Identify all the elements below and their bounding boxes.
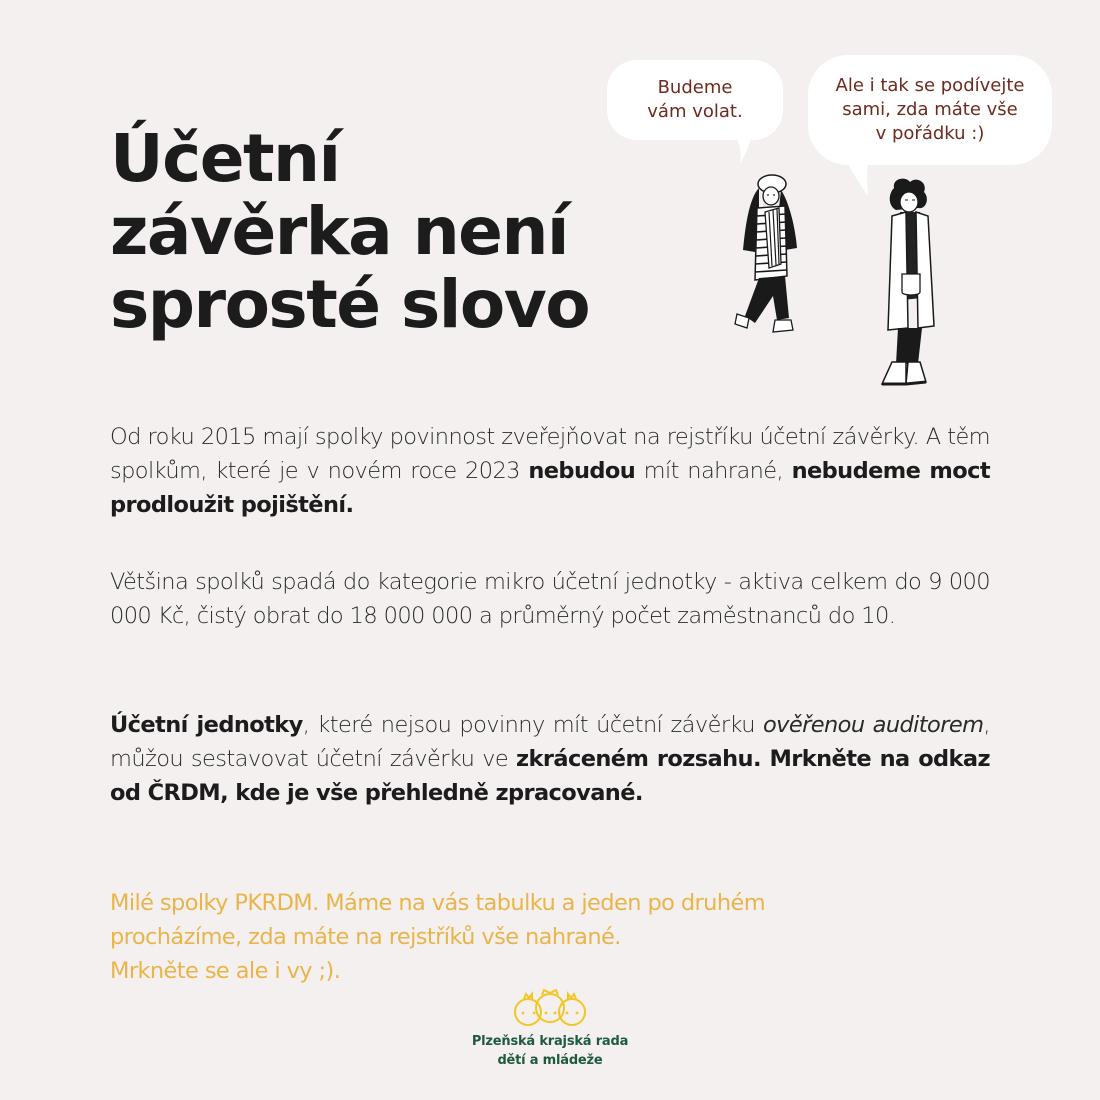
p3-bold1: Účetní jednotky	[110, 712, 303, 738]
p2-text: Většina spolků spadá do kategorie mikro účetní jednotky - aktiva celkem do 9 000 000 Kč, čistý obrat do 18 000 000 a průměrný počet zaměstnanců do 10.	[110, 569, 990, 629]
p3-italic1: ověřenou auditorem	[763, 712, 984, 738]
logo-line-2: dětí a mládeže	[497, 1053, 603, 1068]
organization-name	[450, 1032, 650, 1070]
bubble-right-line-2: sami, zda máte vše	[842, 99, 1018, 120]
title-line-2: závěrka není	[110, 193, 569, 270]
three-smiling-faces-logo-icon	[510, 988, 590, 1030]
organization-logo	[450, 988, 650, 1070]
woman-in-white-coat-icon	[872, 178, 952, 390]
paragraph-3	[110, 708, 990, 810]
logo-line-1: Plzeňská krajská rada	[471, 1034, 629, 1049]
p1-bold2: nebudeme moct prodloužit pojištění.	[110, 458, 990, 518]
p1-part2: mít nahrané,	[635, 458, 792, 484]
p3-part2: , můžou sestavovat účetní závěrku ve	[110, 712, 990, 772]
bubble-left-line-1: Budeme	[657, 77, 733, 98]
highlight-message	[110, 886, 970, 988]
p1-bold1: nebudou	[528, 458, 636, 484]
p1-part1: Od roku 2015 mají spolky povinnost zveřejňovat na rejstříku účetní závěrky. A těm spolkům, které je v novém roce 2023	[110, 424, 990, 484]
woman-in-beret-striped-sweater-icon	[715, 168, 815, 343]
p3-part1: , které nejsou povinny mít účetní závěrku	[302, 712, 763, 738]
paragraph-1	[110, 420, 990, 522]
paragraph-2	[110, 565, 990, 633]
title-line-3: sprosté slovo	[110, 266, 590, 343]
bubble-right-line-1: Ale i tak se podívejte	[835, 75, 1025, 96]
bubble-left-line-2: vám volat.	[647, 101, 743, 122]
title-line-1: Účetní	[110, 120, 340, 197]
highlight-line-1: Milé spolky PKRDM. Máme na vás tabulku a jeden po druhém	[110, 890, 766, 916]
speech-bubble-left	[607, 60, 783, 140]
p3-bold2: zkráceném rozsahu. Mrkněte na odkaz od ČRDM, kde je vše přehledně zpracované.	[110, 746, 990, 806]
highlight-line-3: Mrkněte se ale i vy ;).	[110, 958, 341, 984]
highlight-line-2: procházíme, zda máte na rejstříků vše nahrané.	[110, 924, 621, 950]
speech-bubble-right	[808, 55, 1052, 165]
page-title	[110, 122, 670, 341]
bubble-right-line-3: v pořádku :)	[875, 123, 985, 144]
